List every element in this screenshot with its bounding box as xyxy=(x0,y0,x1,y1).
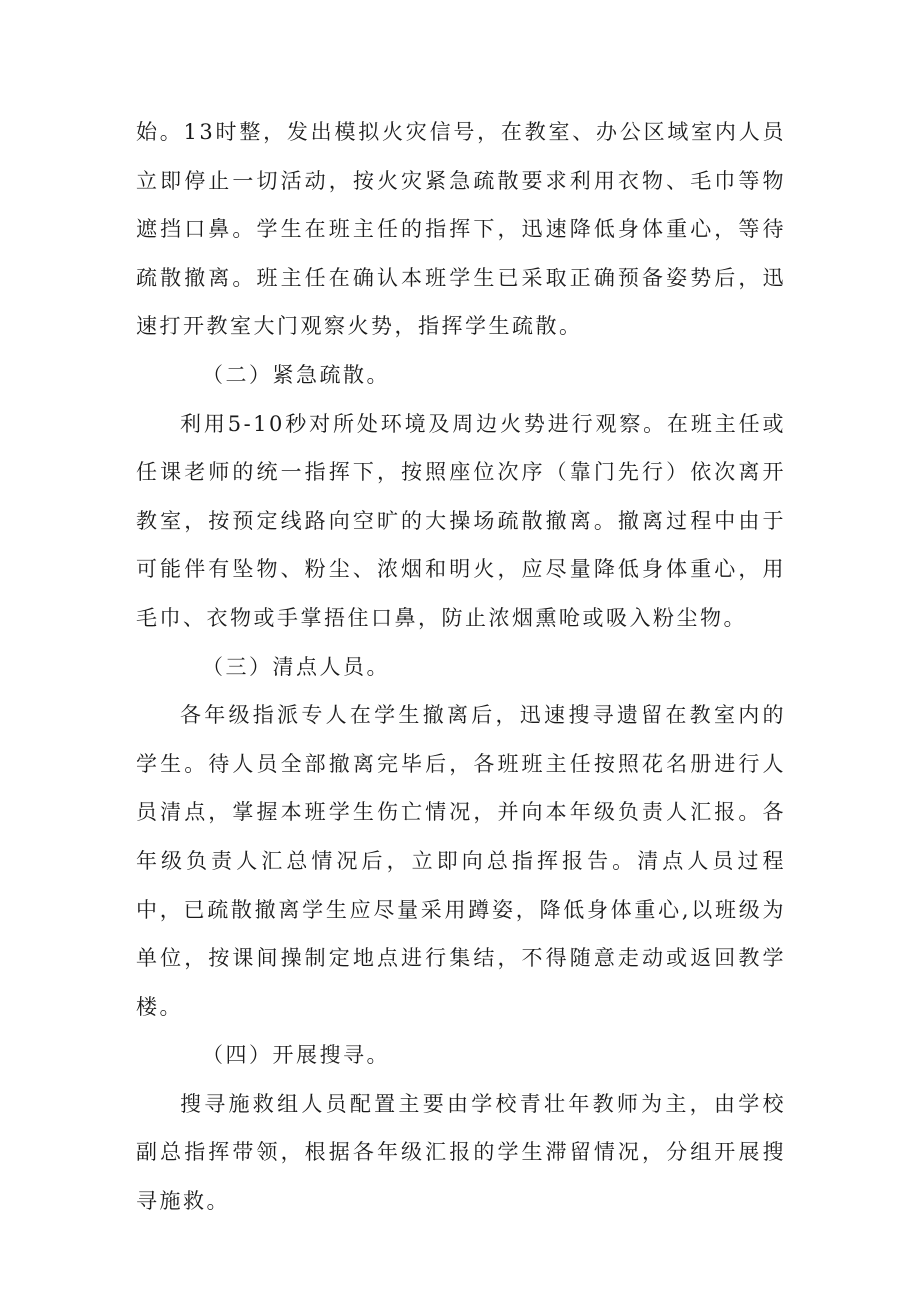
document-body xyxy=(136,108,786,1226)
paragraph-search: 搜寻施救组人员配置主要由学校青壮年教师为主，由学校副总指挥带领，根据各年级汇报的学生滞留情况，分组开展搜寻施救。 xyxy=(136,1091,786,1214)
section-heading-headcount: （三）清点人员。 xyxy=(202,654,390,679)
paragraph-headcount: 各年级指派专人在学生撤离后，迅速搜寻遗留在教室内的学生。待人员全部撤离完毕后，各班班主任按照花名册进行人员清点，掌握本班学生伤亡情况，并向本年级负责人汇报。各年级负责人汇总情况后，立即向总指挥报告。清点人员过程中，已疏散撤离学生应尽量采用蹲姿，降低身体重心,以班级为单位，按课间操制定地点进行集结，不得随意走动或返回教学楼。 xyxy=(136,703,786,1019)
paragraph-continuation: 始。13时整，发出模拟火灾信号，在教室、办公区域室内人员立即停止一切活动，按火灾紧急疏散要求利用衣物、毛巾等物遮挡口鼻。学生在班主任的指挥下，迅速降低身体重心，等待疏散撤离。班主任在确认本班学生已采取正确预备姿势后，迅速打开教室大门观察火势，指挥学生疏散。 xyxy=(136,120,786,339)
paragraph-emergency-evacuation: 利用5-10秒对所处环境及周边火势进行观察。在班主任或任课老师的统一指挥下，按照座位次序（靠门先行）依次离开教室，按预定线路向空旷的大操场疏散撤离。撤离过程中由于可能伴有坠物、粉尘、浓烟和明火，应尽量降低身体重心，用毛巾、衣物或手掌捂住口鼻，防止浓烟熏呛或吸入粉尘物。 xyxy=(136,411,786,630)
section-heading-emergency-evacuation: （二）紧急疏散。 xyxy=(202,362,390,387)
section-heading-search: （四）开展搜寻。 xyxy=(202,1043,390,1068)
